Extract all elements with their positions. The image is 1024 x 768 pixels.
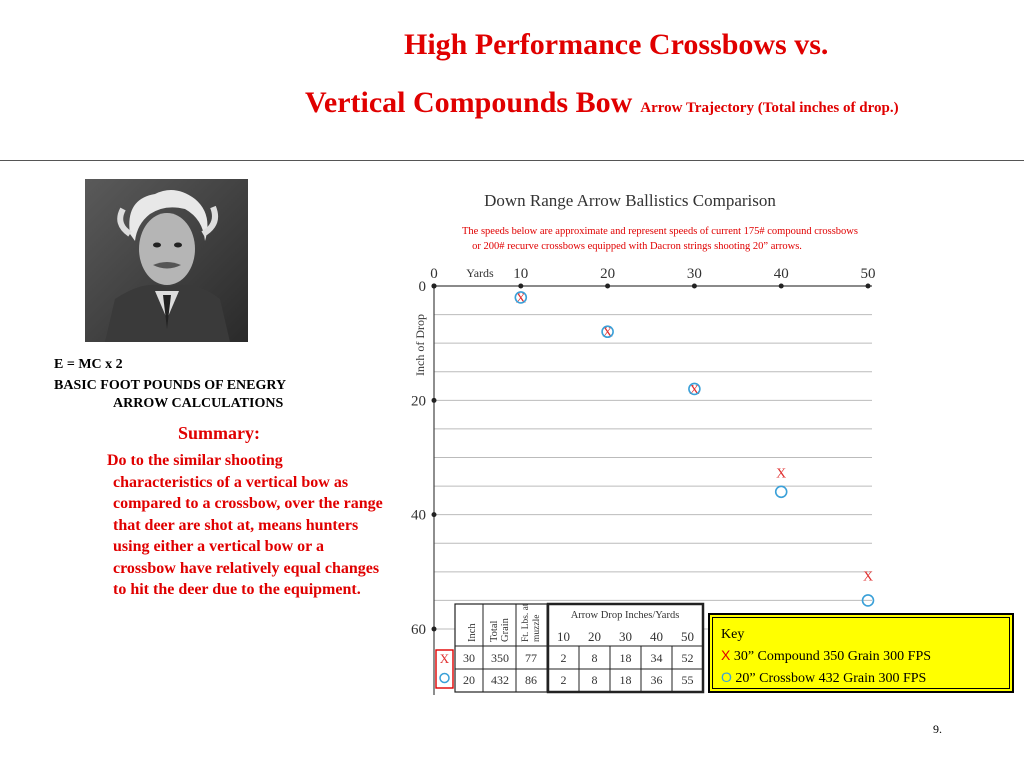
compound-x-point: X bbox=[776, 466, 787, 482]
x-tick-label: 10 bbox=[513, 266, 529, 282]
table-cell: 2 bbox=[560, 673, 567, 687]
table-col-header: Ft. Lbs. at bbox=[521, 603, 531, 642]
table-cell: 2 bbox=[560, 651, 567, 665]
x-marker: X bbox=[721, 647, 731, 663]
table-cell: 350 bbox=[491, 651, 509, 665]
table-cell: 86 bbox=[525, 673, 537, 687]
crossbow-o-point bbox=[776, 486, 787, 497]
slide-title-line1: High Performance Crossbows vs. bbox=[404, 28, 829, 61]
formula-text: E = MC x 2 bbox=[54, 357, 123, 372]
table-cell: 20 bbox=[463, 673, 475, 687]
x-tick-dot bbox=[692, 284, 697, 289]
key-heading: Key bbox=[721, 627, 745, 642]
x-tick-dot bbox=[605, 284, 610, 289]
x-tick-label: 20 bbox=[600, 266, 616, 282]
y-tick-dot bbox=[432, 284, 437, 289]
y-tick-dot bbox=[432, 627, 437, 632]
table-col-header: Inch bbox=[467, 623, 478, 642]
table-cell: 8 bbox=[591, 673, 598, 687]
header-divider bbox=[0, 160, 1024, 161]
x-tick-label: 0 bbox=[430, 266, 438, 282]
summary-heading: Summary: bbox=[178, 423, 260, 443]
table-cell: 52 bbox=[681, 651, 694, 665]
table-yard-header: 10 bbox=[557, 629, 570, 644]
y-tick-dot bbox=[432, 512, 437, 517]
portrait-photo bbox=[85, 179, 248, 342]
slide-title-line2 bbox=[305, 86, 899, 120]
chart-subtitle-line1: The speeds below are approximate and represent speeds of current 175# compound crossbows bbox=[462, 226, 858, 237]
y-tick-label: 60 bbox=[411, 622, 426, 638]
key-compound-text: 30” Compound 350 Grain 300 FPS bbox=[733, 649, 932, 664]
x-tick-dot bbox=[518, 284, 523, 289]
basic-line2: ARROW CALCULATIONS bbox=[113, 396, 284, 411]
chart-subtitle-line2: or 200# recurve crossbows equipped with Dacron strings shooting 20” arrows. bbox=[472, 241, 802, 252]
compound-x-point: X bbox=[862, 569, 874, 585]
summary-body: Do to the similar shooting characteristics of a vertical bow as compared to a crossbow, over the range that deer are shot at, means hunters using either a vertical bow or a crossbow have relatively equal changes to hit the deer due to the equipment. bbox=[107, 452, 383, 598]
x-tick-label: 30 bbox=[686, 266, 702, 282]
table-o-marker bbox=[440, 674, 449, 683]
table-cell: 55 bbox=[681, 673, 694, 687]
table-cell: 8 bbox=[591, 651, 598, 665]
x-axis-label: Yards bbox=[466, 266, 494, 280]
table-cell: 18 bbox=[619, 651, 632, 665]
table-title: Arrow Drop Inches/Yards bbox=[570, 610, 680, 621]
y-axis-label: Inch of Drop bbox=[413, 314, 427, 376]
o-marker: O bbox=[721, 669, 732, 685]
legend-key bbox=[708, 613, 1014, 693]
table-col-header: Total bbox=[489, 620, 500, 642]
title-subtitle: Arrow Trajectory (Total inches of drop.) bbox=[640, 100, 899, 116]
key-compound-row bbox=[721, 645, 1012, 667]
key-crossbow-row bbox=[721, 667, 1012, 689]
table-cell: 36 bbox=[650, 673, 663, 687]
table-cell: 18 bbox=[619, 673, 632, 687]
chart-title: Down Range Arrow Ballistics Comparison bbox=[484, 191, 776, 210]
table-cell: 30 bbox=[463, 651, 475, 665]
table-cell: 77 bbox=[525, 651, 537, 665]
table-x-marker: X bbox=[439, 651, 450, 666]
x-tick-label: 40 bbox=[773, 266, 789, 282]
key-crossbow-text: 20” Crossbow 432 Grain 300 FPS bbox=[735, 671, 927, 686]
x-tick-dot bbox=[866, 284, 871, 289]
y-tick-label: 20 bbox=[411, 393, 426, 410]
table-col-header: muzzle bbox=[532, 614, 542, 642]
compound-x-point: X bbox=[602, 325, 613, 341]
y-tick-dot bbox=[432, 398, 437, 403]
table-cell: 432 bbox=[491, 673, 509, 687]
y-tick-label: 0 bbox=[418, 279, 426, 295]
table-yard-header: 40 bbox=[650, 629, 663, 644]
basic-calculations-label bbox=[54, 377, 286, 413]
table-yard-header: 20 bbox=[588, 629, 601, 644]
table-col-header: Grain bbox=[500, 618, 511, 642]
page-number: 9. bbox=[933, 722, 942, 736]
basic-line1: BASIC FOOT POUNDS OF ENEGRY bbox=[54, 378, 287, 393]
x-tick-label: 50 bbox=[860, 266, 876, 282]
title-main: Vertical Compounds Bow bbox=[305, 86, 633, 119]
compound-x-point: X bbox=[689, 382, 700, 398]
table-cell: 34 bbox=[650, 651, 663, 665]
y-tick-label: 40 bbox=[411, 507, 426, 524]
table-yard-header: 30 bbox=[619, 629, 632, 644]
table-yard-header: 50 bbox=[681, 629, 694, 644]
x-tick-dot bbox=[779, 284, 784, 289]
compound-x-point: X bbox=[515, 291, 526, 307]
